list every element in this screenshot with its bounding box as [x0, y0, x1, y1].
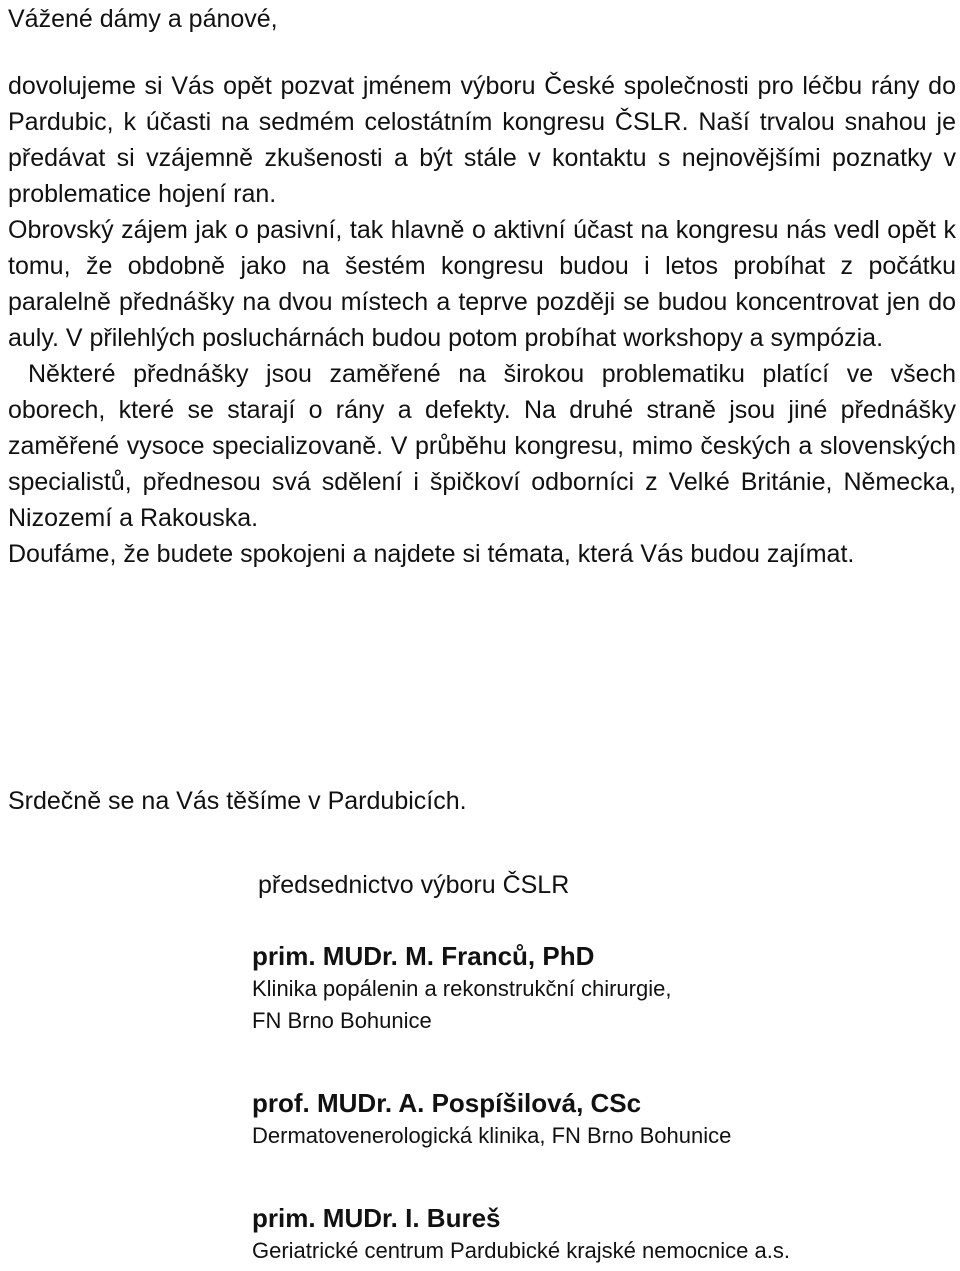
signatory-affiliation: Dermatovenerologická klinika, FN Brno Bohunice — [252, 1123, 732, 1148]
paragraph-invitation: dovolujeme si Vás opět pozvat jménem výboru České společnosti pro léčbu rány do Pardubic, k účasti na sedmém celostátním kongresu ČSLR. Naší trvalou snahou je předávat si vzájemně zkušenosti a být stále v kontaktu s nejnovějšími poznatky v problematice hojení ran. — [8, 72, 956, 208]
signatory-block — [252, 1201, 790, 1267]
signatory-affiliation: Klinika popálenin a rekonstrukční chirurgie, — [252, 976, 672, 1001]
signatory-name: prim. MUDr. M. Franců, PhD — [252, 941, 595, 971]
signatory-block — [252, 939, 671, 1037]
paragraph-hope: Doufáme, že budete spokojeni a najdete si témata, která Vás budou zajímat. — [8, 540, 855, 568]
letter-body — [8, 68, 956, 572]
paragraph-program: Obrovský zájem jak o pasivní, tak hlavně o aktivní účast na kongresu nás vedl opět k tomu, že obdobně jako na šestém kongresu budou i letos probíhat z počátku paralelně přednášky na dvou místech a teprve později se budou koncentrovat jen do auly. V přilehlých posluchárnách budou potom probíhat workshopy a sympózia. — [8, 216, 956, 352]
signatory-affiliation: Geriatrické centrum Pardubické krajské nemocnice a.s. — [252, 1238, 790, 1263]
committee-line: předsednictvo výboru ČSLR — [258, 871, 570, 899]
signatory-affiliation: FN Brno Bohunice — [252, 1008, 432, 1033]
signatory-block — [252, 1086, 731, 1152]
signatory-name: prim. MUDr. I. Bureš — [252, 1203, 501, 1233]
signatory-name: prof. MUDr. A. Pospíšilová, CSc — [252, 1088, 642, 1118]
paragraph-lectures: Některé přednášky jsou zaměřené na širokou problematiku platící ve všech oborech, které se starají o rány a defekty. Na druhé straně jsou jiné přednášky zaměřené vysoce specializovaně. V průběhu kongresu, mimo českých a slovenských specialistů, přednesou svá sdělení i špičkoví odborníci z Velké Británie, Německa, Nizozemí a Rakouska. — [8, 360, 956, 532]
closing-line: Srdečně se na Vás těšíme v Pardubicích. — [8, 787, 467, 815]
greeting: Vážené dámy a pánové, — [8, 5, 278, 33]
